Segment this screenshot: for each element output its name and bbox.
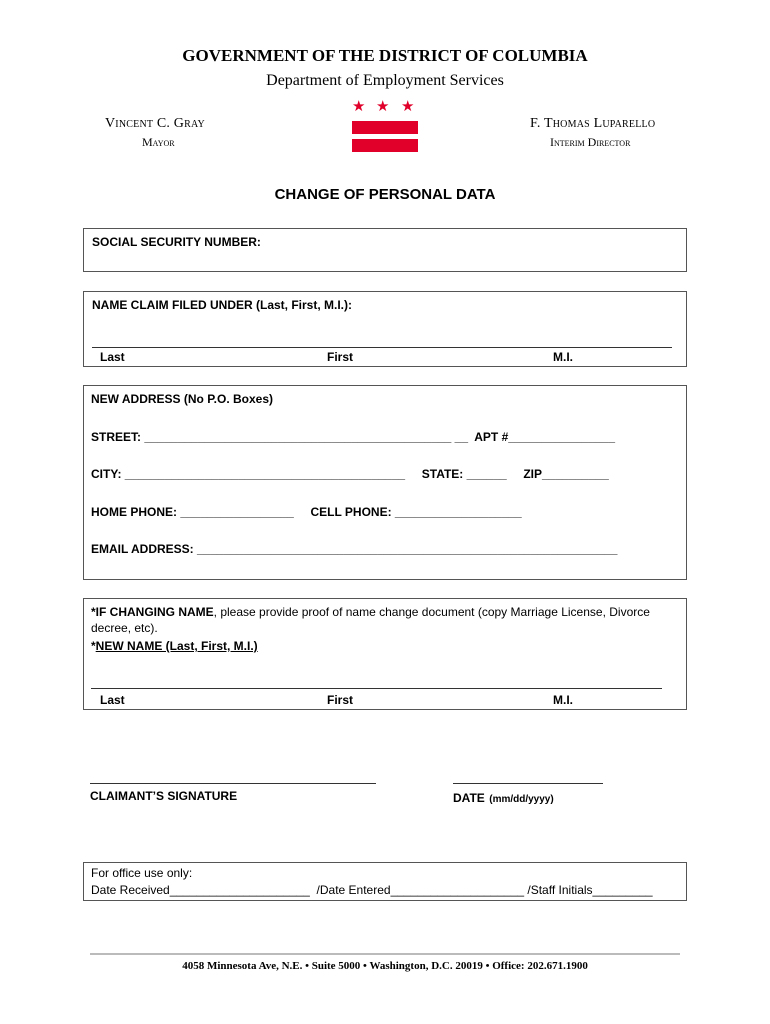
signature-line[interactable]	[90, 783, 376, 784]
ssn-section[interactable]	[83, 228, 687, 272]
name-claim-section[interactable]	[83, 291, 687, 367]
form-title: CHANGE OF PERSONAL DATA	[274, 186, 496, 203]
street-field[interactable]: STREET: ______________________________________________ __ APT #________________	[91, 430, 616, 444]
name-change-note-bold: *IF CHANGING NAME	[91, 605, 214, 619]
name-change-note-text: , please provide proof of name change document (copy Marriage License, Divorce decree, etc).	[91, 605, 650, 635]
mi-label: M.I.	[553, 350, 573, 364]
flag-stripe-bottom	[352, 139, 418, 152]
new-mi-label: M.I.	[553, 693, 573, 707]
new-name-heading	[91, 639, 258, 653]
new-last-name-label: Last	[100, 693, 125, 707]
new-name-label: NEW NAME (Last, First, M.I.)	[95, 639, 258, 653]
last-name-label: Last	[100, 350, 125, 364]
new-name-prefix: *	[91, 639, 96, 653]
dc-flag-logo	[352, 98, 418, 155]
flag-star-icon: ★	[376, 98, 390, 115]
office-use-fields: Date Received_____________________ /Date Entered____________________ /Staff Initials_________	[91, 883, 653, 897]
office-use-section	[83, 862, 687, 901]
date-format-label: (mm/dd/yyyy)	[489, 794, 554, 805]
email-field[interactable]: EMAIL ADDRESS: _______________________________________________________________	[91, 542, 618, 556]
first-name-label: First	[327, 350, 354, 364]
new-first-name-label: First	[327, 693, 354, 707]
date-label-group	[453, 789, 554, 807]
name-claim-line	[92, 347, 672, 348]
government-title: GOVERNMENT OF THE DISTRICT OF COLUMBIA	[182, 46, 588, 65]
flag-stripe-top	[352, 121, 418, 134]
name-change-section[interactable]	[83, 598, 687, 710]
date-line[interactable]	[453, 783, 603, 784]
mayor-name: Vincent C. Gray	[105, 116, 205, 131]
footer-address: 4058 Minnesota Ave, N.E. • Suite 5000 • Washington, D.C. 20019 • Office: 202.671.1900	[182, 960, 588, 972]
new-name-line	[91, 688, 662, 689]
phone-field[interactable]: HOME PHONE: _________________ CELL PHONE: ___________________	[91, 505, 522, 519]
ssn-label: SOCIAL SECURITY NUMBER:	[92, 235, 261, 249]
date-label: DATE	[453, 791, 485, 805]
name-claim-label: NAME CLAIM FILED UNDER (Last, First, M.I.):	[92, 298, 352, 312]
flag-star-icon: ★	[352, 98, 366, 115]
mayor-title: Mayor	[142, 135, 175, 149]
department-name: Department of Employment Services	[266, 72, 504, 89]
director-title: Interim Director	[550, 135, 631, 149]
address-heading: NEW ADDRESS (No P.O. Boxes)	[91, 392, 274, 406]
footer-divider	[90, 953, 680, 955]
address-section[interactable]	[83, 385, 687, 580]
signature-label: CLAIMANT’S SIGNATURE	[90, 789, 238, 803]
flag-star-icon: ★	[401, 98, 415, 115]
director-name: F. Thomas Luparello	[530, 116, 656, 131]
office-use-heading: For office use only:	[91, 866, 193, 880]
name-change-note	[91, 604, 681, 636]
city-state-zip-field[interactable]: CITY: __________________________________________ STATE: ______ ZIP__________	[91, 467, 609, 481]
